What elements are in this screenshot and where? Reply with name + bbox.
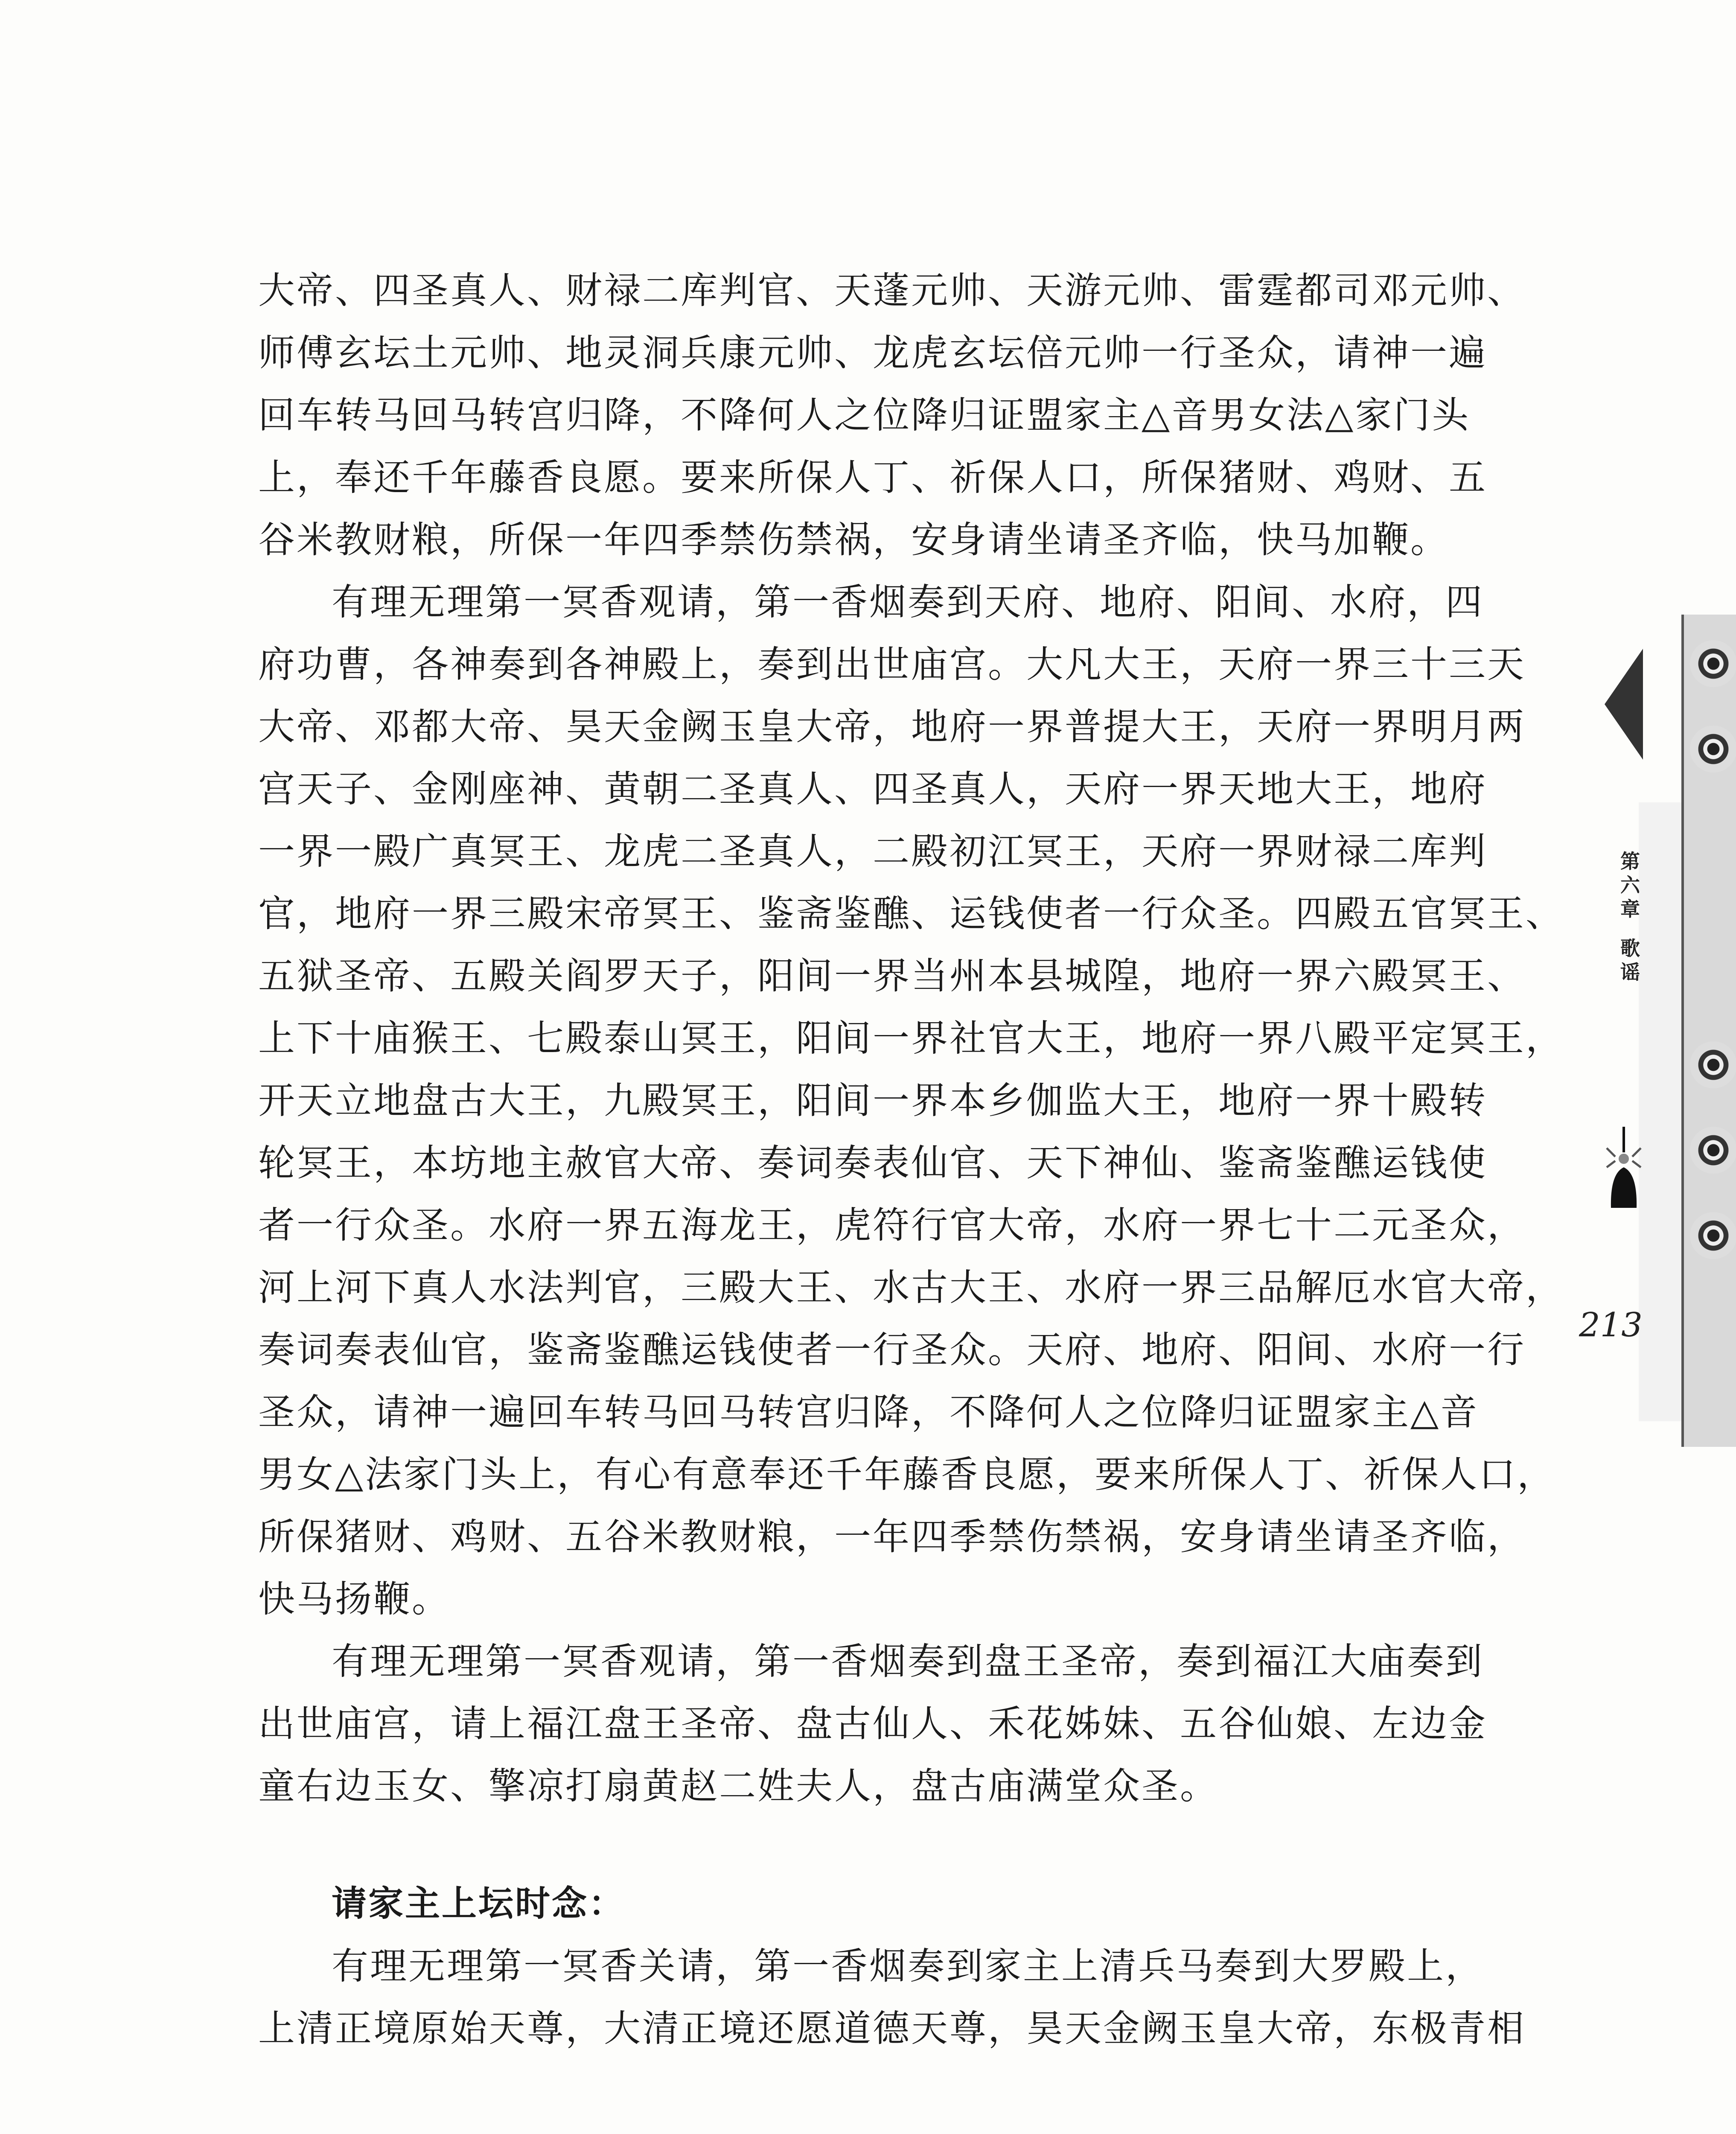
text-line: 奏词奏表仙官，鉴斋鉴醮运钱使者一行圣众。天府、地府、阳间、水府一行 <box>258 1329 1526 1371</box>
rosette-icon <box>1690 640 1736 687</box>
body-text <box>258 259 1564 2060</box>
ornament-tab <box>1605 649 1643 760</box>
text-line: 男女△法家门头上，有心有意奉还千年藤香良愿，要来所保人丁、祈保人口， <box>258 1453 1556 1496</box>
text-line: 师傅玄坛土元帅、地灵洞兵康元帅、龙虎玄坛倍元帅一行圣众，请神一遍 <box>258 332 1487 374</box>
bell-icon <box>1598 1127 1649 1212</box>
rosette-icon <box>1690 1041 1736 1088</box>
text-line: 所保猪财、鸡财、五谷米教财粮，一年四季禁伤禁祸，安身请坐请圣齐临， <box>258 1516 1526 1558</box>
text-line: 一界一殿广真冥王、龙虎二圣真人，二殿初江冥王，天府一界财禄二库判 <box>258 830 1487 873</box>
rosette-icon <box>1690 726 1736 773</box>
text-line: 回车转马回马转宫归降，不降何人之位降归证盟家主△音男女法△家门头 <box>258 394 1471 437</box>
text-line: 大帝、四圣真人、财禄二库判官、天蓬元帅、天游元帅、雷霆都司邓元帅、 <box>258 269 1526 312</box>
text-line: 有理无理第一冥香观请，第一香烟奏到天府、地府、阳间、水府，四 <box>332 581 1484 624</box>
paragraph-3 <box>258 1630 1487 1817</box>
page-number: 213 <box>1579 1306 1643 1344</box>
text-line: 有理无理第一冥香关请，第一香烟奏到家主上清兵马奏到大罗殿上， <box>332 1945 1484 1988</box>
text-line: 开天立地盘古大王，九殿冥王，阳间一界本乡伽监大王，地府一界十殿转 <box>258 1079 1487 1122</box>
text-line: 轮冥王，本坊地主赦官大帝、奏词奏表仙官、天下神仙、鉴斋鉴醮运钱使 <box>258 1142 1487 1184</box>
text-line: 河上河下真人水法判官，三殿大王、水古大王、水府一界三品解厄水官大帝， <box>258 1266 1564 1309</box>
text-line: 宫天子、金刚座神、黄朝二圣真人、四圣真人，天府一界天地大王，地府 <box>258 768 1487 810</box>
rosette-icon <box>1690 1212 1736 1259</box>
text-line: 有理无理第一冥香观请，第一香烟奏到盘王圣帝，奏到福江大庙奏到 <box>332 1640 1484 1683</box>
text-line: 出世庙宫，请上福江盘王圣帝、盘古仙人、禾花姊妹、五谷仙娘、左边金 <box>258 1703 1487 1745</box>
text-line: 者一行众圣。水府一界五海龙王，虎符行官大帝，水府一界七十二元圣众， <box>258 1204 1526 1247</box>
chapter-marker <box>1617 849 1643 984</box>
text-line: 圣众，请神一遍回车转马回马转宫归降，不降何人之位降归证盟家主△音 <box>258 1391 1479 1434</box>
text-line: 谷米教财粮，所保一年四季禁伤禁祸，安身请坐请圣齐临，快马加鞭。 <box>258 519 1449 561</box>
text-line: 上清正境原始天尊，大清正境还愿道德天尊，昊天金阙玉皇大帝，东极青相 <box>258 2007 1526 2050</box>
text-line: 上，奉还千年藤香良愿。要来所保人丁、祈保人口，所保猪财、鸡财、五 <box>258 456 1487 499</box>
rosette-icon <box>1690 1127 1736 1174</box>
chapter-label: 第六章 <box>1620 850 1640 921</box>
section-heading: 请家主上坛时念： <box>332 1883 626 1924</box>
text-line: 快马扬鞭。 <box>258 1578 450 1621</box>
margin-ornament-panel <box>1639 802 1681 1421</box>
text-line: 五狱圣帝、五殿关阎罗天子，阳间一界当州本县城隍，地府一界六殿冥王、 <box>258 955 1526 997</box>
paragraph-1 <box>258 259 1526 571</box>
paragraph-4 <box>258 1935 1526 2060</box>
chapter-title: 歌谣 <box>1620 937 1640 984</box>
paragraph-2 <box>258 571 1564 1630</box>
text-line: 上下十庙猴王、七殿泰山冥王，阳间一界社官大王，地府一界八殿平定冥王， <box>258 1017 1564 1060</box>
text-line: 大帝、邓都大帝、昊天金阙玉皇大帝，地府一界普提大王，天府一界明月两 <box>258 706 1526 748</box>
text-line: 官，地府一界三殿宋帝冥王、鉴斋鉴醮、运钱使者一行众圣。四殿五官冥王、 <box>258 892 1564 935</box>
text-line: 府功曹，各神奏到各神殿上，奏到出世庙宫。大凡大王，天府一界三十三天 <box>258 643 1526 686</box>
text-line: 童右边玉女、擎凉打扇黄赵二姓夫人，盘古庙满堂众圣。 <box>258 1765 1218 1807</box>
